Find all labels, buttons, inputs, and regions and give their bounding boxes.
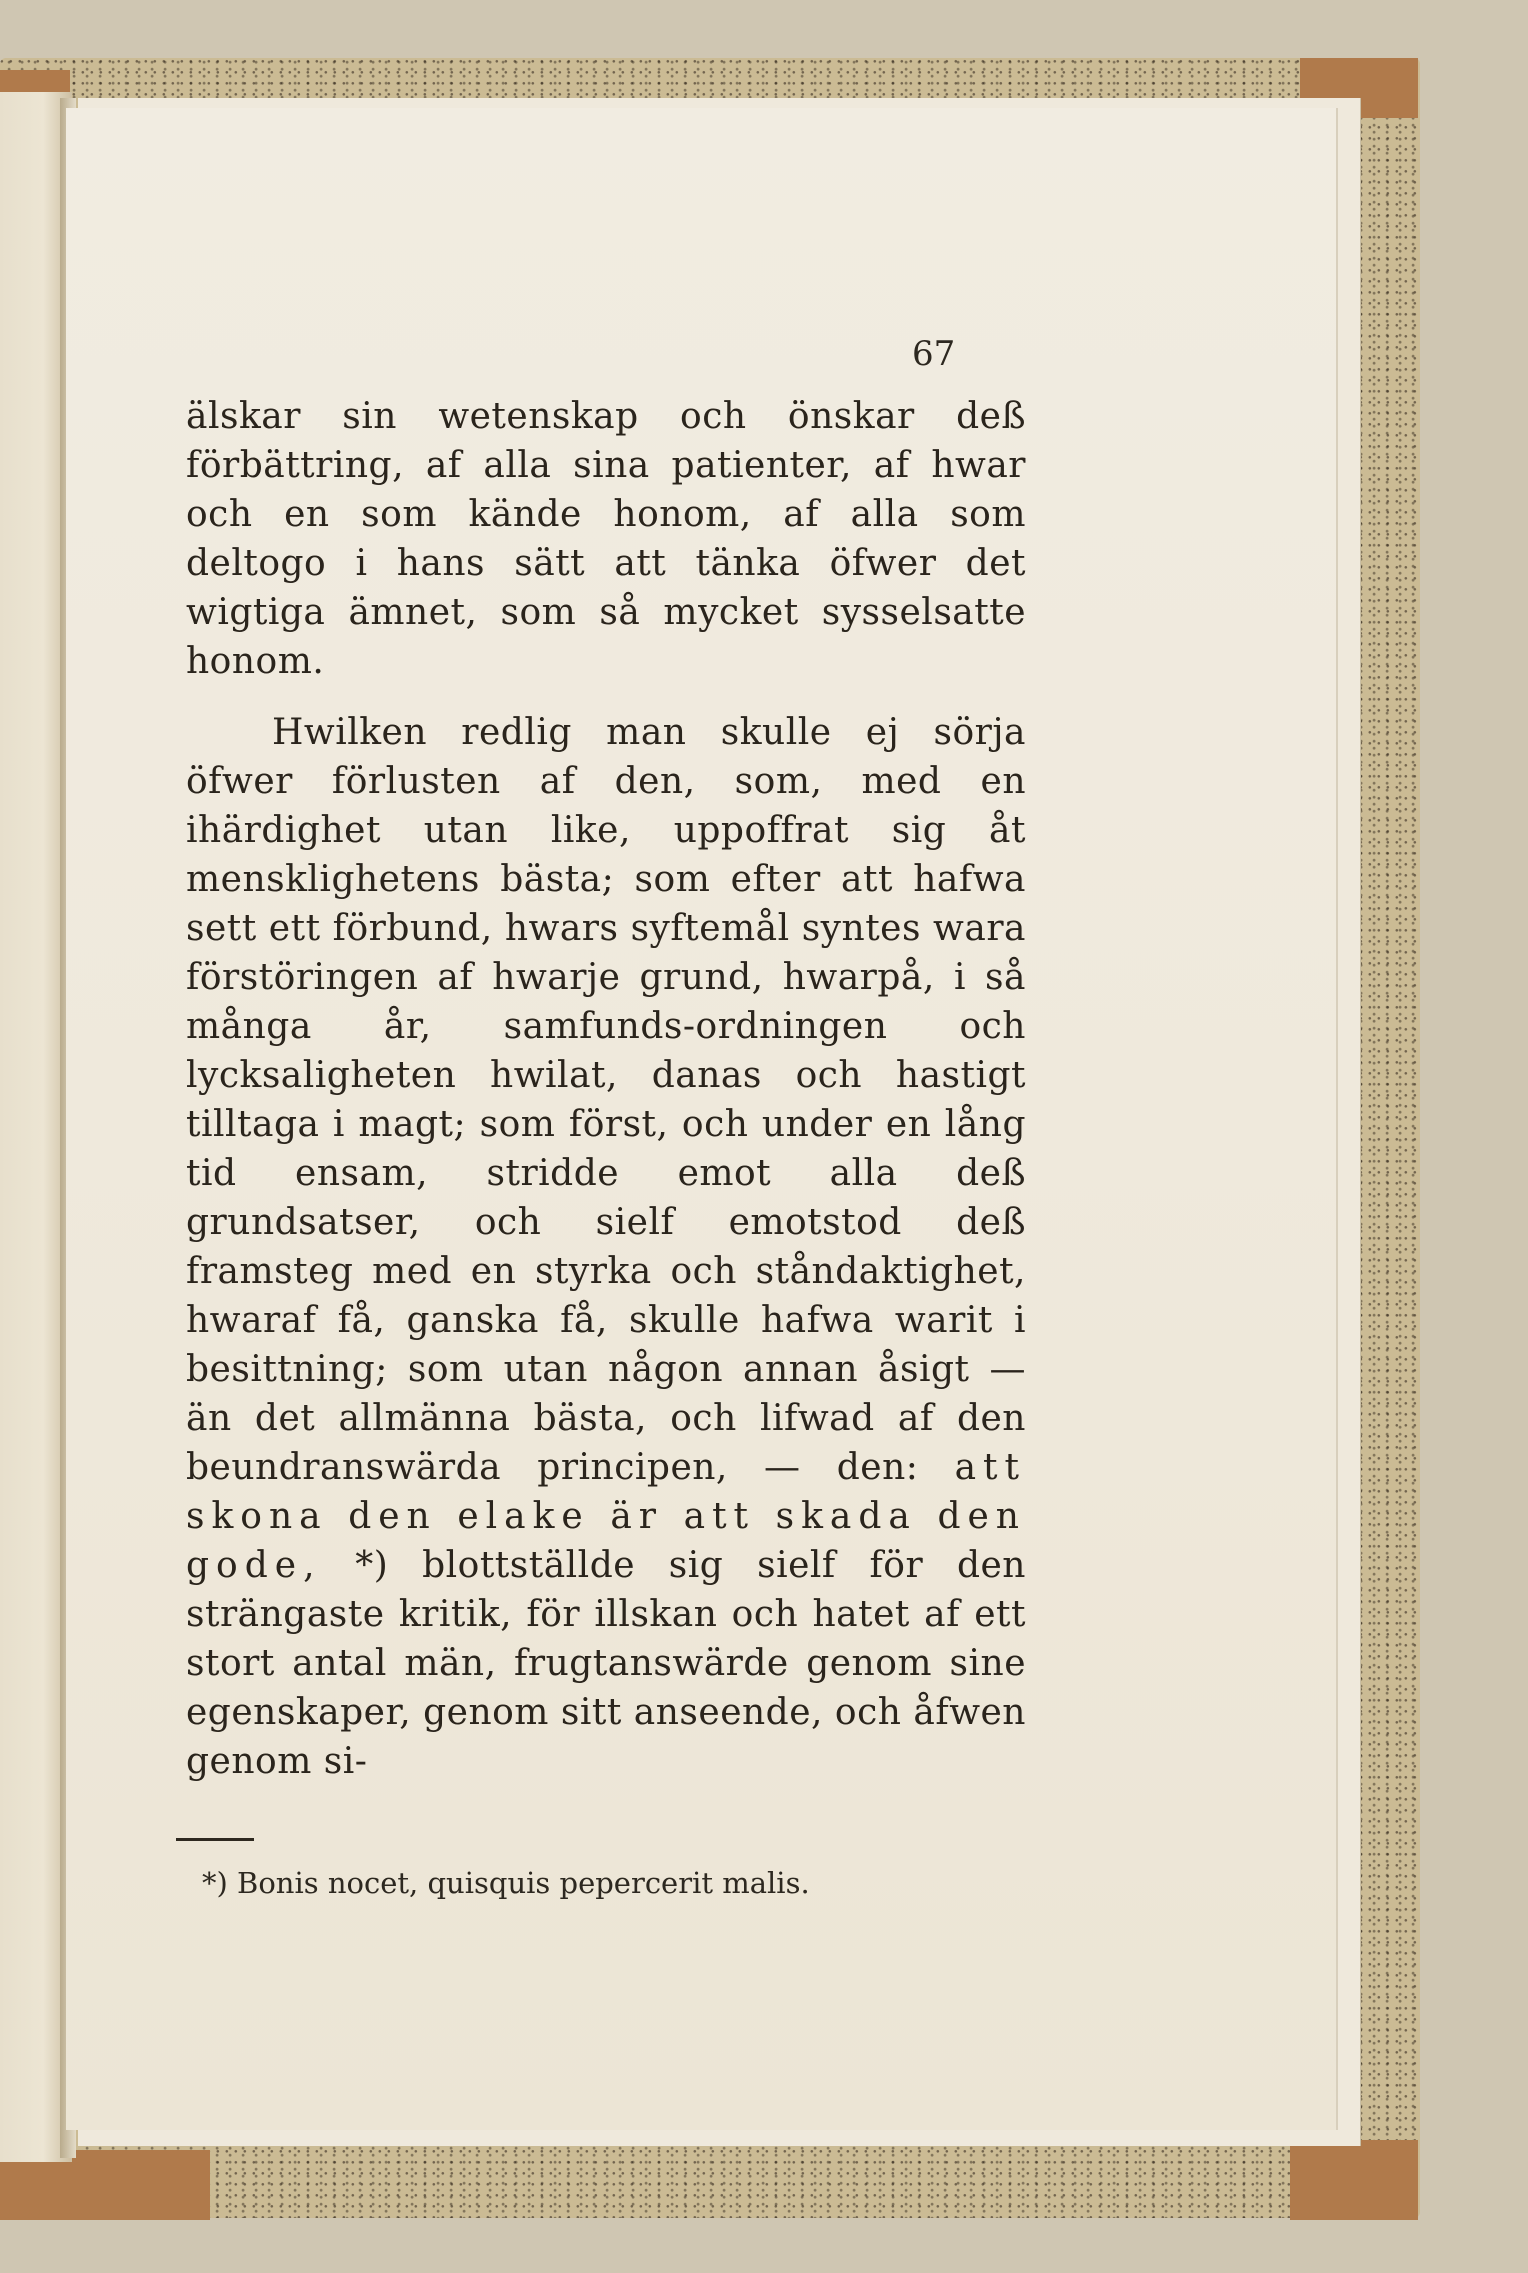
footnote-marker: *) — [355, 1545, 389, 1586]
paragraph-2 — [186, 708, 1026, 1786]
paragraph-1: älskar sin wetenskap och önskar deß förbättring, af alla sina patienter, af hwar och en som kände honom, af alla som deltogo i hans sätt att tänka öfwer det wigtiga ämnet, som så mycket sysselsatte honom. — [186, 396, 1026, 682]
paragraph-2-continuation: blottställde sig sielf för den strängaste kritik, för illskan och hatet af ett stort antal män, frugtanswärde genom sine egenskaper, genom sitt anseende, och åfwen genom si- — [186, 1545, 1026, 1782]
page-body — [186, 392, 1026, 1786]
leather-corner-bottom-right — [1290, 2140, 1418, 2220]
page-number: 67 — [912, 334, 956, 374]
emphasized-maxim: att skona den elake är att skada den gode, — [186, 1447, 1026, 1586]
paragraph-2-text: Hwilken redlig man skulle ej sörja öfwer förlusten af den, som, med en ihärdighet utan like, uppoffrat sig åt mensklighetens bästa; som efter att hafwa sett ett förbund, hwars syftemål syntes wara förstöringen af hwarje grund, hwarpå, i så många år, samfunds-ordningen och lycksaligheten hwilat, danas och hastigt tilltaga i magt; som först, och under en lång tid ensam, stridde emot alla deß grundsatser, och sielf emotstod deß framsteg med en styrka och ståndaktighet, hwaraf få, ganska få, skulle hafwa warit i besittning; som utan någon annan åsigt — än det allmänna bästa, och lifwad af den beundranswärda principen, — den: — [186, 712, 1026, 1488]
footnote: *) Bonis nocet, quisquis pepercerit malis. — [202, 1866, 810, 1900]
footnote-rule — [176, 1838, 254, 1841]
